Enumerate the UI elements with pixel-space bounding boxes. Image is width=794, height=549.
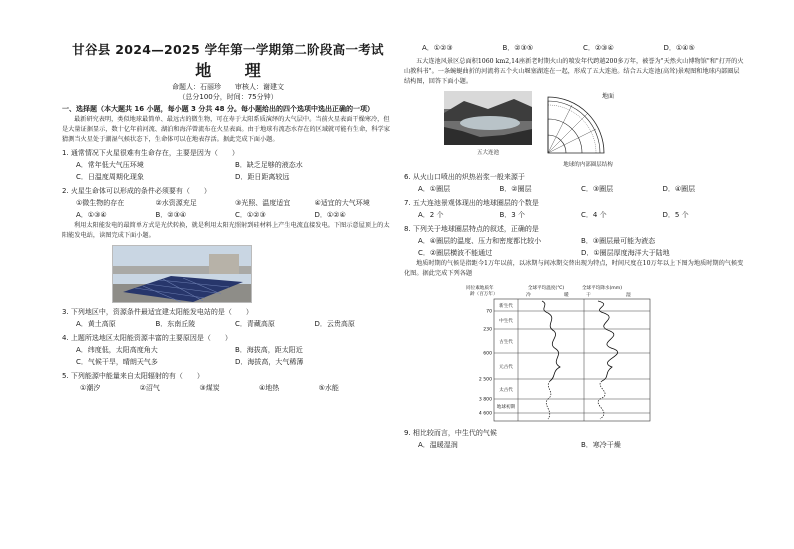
q7-option-d[interactable]: D．5 个: [662, 211, 689, 219]
q8-option-b[interactable]: B．③圈层最可能为液态: [581, 237, 656, 245]
figure-row: [444, 91, 744, 169]
question-4-options: [62, 344, 394, 368]
paleoclimate-svg: [464, 283, 654, 425]
q3-option-c[interactable]: C．青藏高原: [235, 319, 275, 328]
temp-curve-dashed: [546, 381, 551, 419]
question-2-options: [62, 209, 394, 221]
earth-surface-label: 地面: [602, 93, 615, 100]
q5-option-b[interactable]: B．②③⑤: [502, 44, 534, 52]
q2-option-d[interactable]: D．①②④: [314, 210, 346, 219]
question-5-options: [404, 42, 744, 54]
q4-option-d[interactable]: D．海拔高，大气稀薄: [235, 357, 304, 366]
q5-option-d[interactable]: D．①④⑤: [663, 44, 695, 52]
q2-item-3: ③光照、温度适宜: [235, 198, 291, 207]
passage-paleoclimate: 地质时期的气候是指距今1万年以前，以冰期与间冰期交替出现为特点，时间尺度在10万年以上下图为地质时期的气候变化图。据此完成下列各题: [404, 260, 744, 277]
exam-title: 甘谷县 2024—2025 学年第一学期第二阶段高一考试: [72, 42, 384, 57]
q5-item-3: ③煤炭: [199, 383, 220, 392]
q8-option-a[interactable]: A．④圈层的温度、压力和密度都比较小: [418, 237, 542, 245]
q5-item-1: ①潮汐: [80, 383, 101, 392]
chart-precip-wet-label: 湿: [626, 293, 631, 298]
question-6: 6. 从火山口喷出的炽热岩浆一般来源于: [404, 173, 525, 181]
q3-option-b[interactable]: B．东南丘陵: [155, 319, 196, 328]
precip-curve-dashed: [598, 381, 605, 419]
q9-option-b[interactable]: B．寒冷干燥: [581, 441, 621, 449]
q1-option-b[interactable]: B．缺乏足够的液态水: [235, 160, 303, 169]
question-7: 7. 五大连池景观体现出的地球圈层的个数是: [404, 199, 539, 207]
question-8-options: [404, 235, 744, 259]
earth-layers-figure: [542, 91, 634, 169]
chart-era-label: 新生代: [499, 303, 513, 309]
question-3: 3. 下列地区中，资源条件最适宜建太阳能发电站的是（ ）: [62, 307, 253, 316]
chart-age-tick: 2 500: [478, 377, 492, 383]
wudalianchi-photo: [444, 91, 532, 145]
solar-panel-photo: [112, 245, 252, 303]
wudalianchi-figure: [444, 91, 532, 169]
exam-authors: 命题人：石丽珍 审核人：谢建文: [172, 83, 284, 91]
q1-option-d[interactable]: D．距日距离较远: [235, 172, 290, 181]
q2-item-4: ④适宜的大气环境: [314, 198, 370, 207]
q4-option-b[interactable]: B．海拔高，距太阳近: [235, 345, 303, 354]
q2-option-c[interactable]: C．①②③: [235, 210, 266, 219]
question-3-options: [62, 318, 394, 330]
chart-era-label: 古生代: [499, 339, 513, 345]
subject-title: 地 理: [195, 61, 275, 80]
question-2-items: [62, 197, 394, 209]
q5-option-c[interactable]: C．②③④: [583, 44, 614, 52]
earth-layers-diagram: [542, 91, 634, 157]
question-1-options: [62, 159, 394, 183]
question-4: 4. 上题所选地区太阳能资源丰富的主要原因是（ ）: [62, 333, 232, 342]
q3-option-d[interactable]: D．云贵高原: [314, 319, 355, 328]
chart-frame: [494, 299, 650, 421]
q5-item-5: ⑤水能: [318, 383, 339, 392]
paleoclimate-chart: [464, 283, 654, 425]
section-heading: 一、选择题（本大题共 16 小题，每小题 3 分共 48 分。每小题给出的四个选项中选出正确的一项）: [62, 105, 374, 113]
chart-temp-header: 全球平均温度(℃): [527, 286, 565, 291]
q4-option-a[interactable]: A．纬度低，太阳高度角大: [76, 345, 158, 354]
earth-layers-caption: 地球的内部圈层结构: [563, 162, 613, 168]
q7-option-c[interactable]: C．4 个: [581, 211, 607, 219]
chart-age-tick: 600: [483, 351, 492, 357]
q6-option-a[interactable]: A．①圈层: [418, 185, 451, 193]
q2-option-a[interactable]: A．①③④: [76, 210, 107, 219]
chart-age-header-2: 龄（百万年）: [470, 292, 498, 297]
q8-option-d[interactable]: D．①圈层厚度海洋大于陆地: [581, 249, 670, 257]
q3-option-a[interactable]: A．黄土高原: [76, 319, 116, 328]
q2-option-b[interactable]: B．②③④: [155, 210, 187, 219]
left-column: [62, 42, 394, 394]
chart-age-tick: 3 800: [478, 397, 492, 403]
q5-item-4: ④地热: [258, 383, 280, 392]
chart-age-tick: 230: [483, 327, 492, 333]
passage-wudalianchi: 五大连池风景区总面积1060 km2,14座新老时期火山的喷发年代跨越200多万年，被誉为"天然火山博物馆"和"打开的火山教科书"。一条蜿蜒曲折的河流将五个火山堰塞湖连在一起，形成了五大连池。结合五大连池(高耸)景观图和地球内部圈层结构图，回答下面小题。: [404, 58, 744, 85]
question-9-options: [404, 439, 744, 451]
passage-solar: 利用太阳能发电的最简单方式是光伏转换，就是利用太阳光照射到硅材料上产生电流直接发电。下图示意屋顶上的太阳能发电站，读图完成下面小题。: [62, 221, 390, 239]
passage-mars: 最新研究表明，类似地球最简单、最远古的微生物，可在寿于太阳系质演绎的大气层中。当前火星表面干燥寒冷，但是大量证据显示，数十亿年前河流、湖泊和海洋曾流布在火星表面。由于地球有流态水存在的区域就可能有生命，科学家猜测当火星处于潮湿气候状态下，生命体可以在地表存活。据此完成下面小题。: [62, 115, 390, 143]
chart-age-tick: 70: [486, 309, 492, 315]
question-2: 2. 火星生命体可以形成的条件必须要有（ ）: [62, 186, 211, 195]
chart-precip-dry-label: 干: [586, 293, 591, 298]
chart-era-label: 元古代: [499, 364, 513, 370]
chart-age-tick: 4 600: [478, 411, 492, 417]
q6-option-b[interactable]: B．②圈层: [499, 185, 532, 193]
precip-curve-solid: [598, 301, 618, 381]
chart-precip-header: 全球平均降水(mm): [581, 286, 623, 291]
q5-item-2: ②沼气: [139, 383, 160, 392]
temp-curve-solid: [542, 301, 560, 381]
chart-temp-cold-label: 冷: [526, 293, 531, 298]
q7-option-b[interactable]: B．3 个: [499, 211, 525, 219]
wudalianchi-caption: 五大连池: [476, 150, 499, 156]
question-6-options: [404, 183, 744, 195]
question-7-options: [404, 209, 744, 221]
q7-option-a[interactable]: A．2 个: [418, 211, 444, 219]
q9-option-a[interactable]: A．温暖湿润: [418, 441, 458, 449]
question-8: 8. 下列关于地球圈层特点的叙述，正确的是: [404, 225, 539, 233]
q1-option-a[interactable]: A．常年低大气压环境: [76, 160, 144, 169]
q1-option-c[interactable]: C．日温度周期化现象: [76, 172, 144, 181]
right-column: [404, 42, 744, 451]
q2-item-1: ①微生物的存在: [76, 198, 125, 207]
q6-option-d[interactable]: D．④圈层: [662, 185, 696, 193]
q2-item-2: ②水资源充足: [155, 198, 197, 207]
q8-option-c[interactable]: C．②圈层横波不能通过: [418, 249, 493, 257]
chart-temp-warm-label: 暖: [564, 293, 569, 298]
exam-score-time: （总分100分，时间：75分钟）: [178, 93, 278, 101]
question-5-items: [62, 382, 394, 394]
q4-option-c[interactable]: C．气候干旱，晴朗天气多: [76, 357, 158, 366]
chart-era-label: 太古代: [499, 387, 513, 393]
chart-age-header-1: 同位素地质年: [466, 286, 494, 291]
chart-era-label: 中生代: [499, 318, 513, 324]
q6-option-c[interactable]: C．③圈层: [581, 185, 614, 193]
question-1: 1. 通常情况下火星很难有生命存在，主要是因为（ ）: [62, 148, 239, 157]
chart-era-label: 地球初期: [496, 404, 516, 410]
question-5: 5. 下列能源中能量来自太阳辐射的有（ ）: [62, 371, 204, 380]
question-9: 9. 相比较而言，中生代的气候: [404, 429, 497, 437]
q5-option-a[interactable]: A．①②③: [422, 44, 453, 52]
